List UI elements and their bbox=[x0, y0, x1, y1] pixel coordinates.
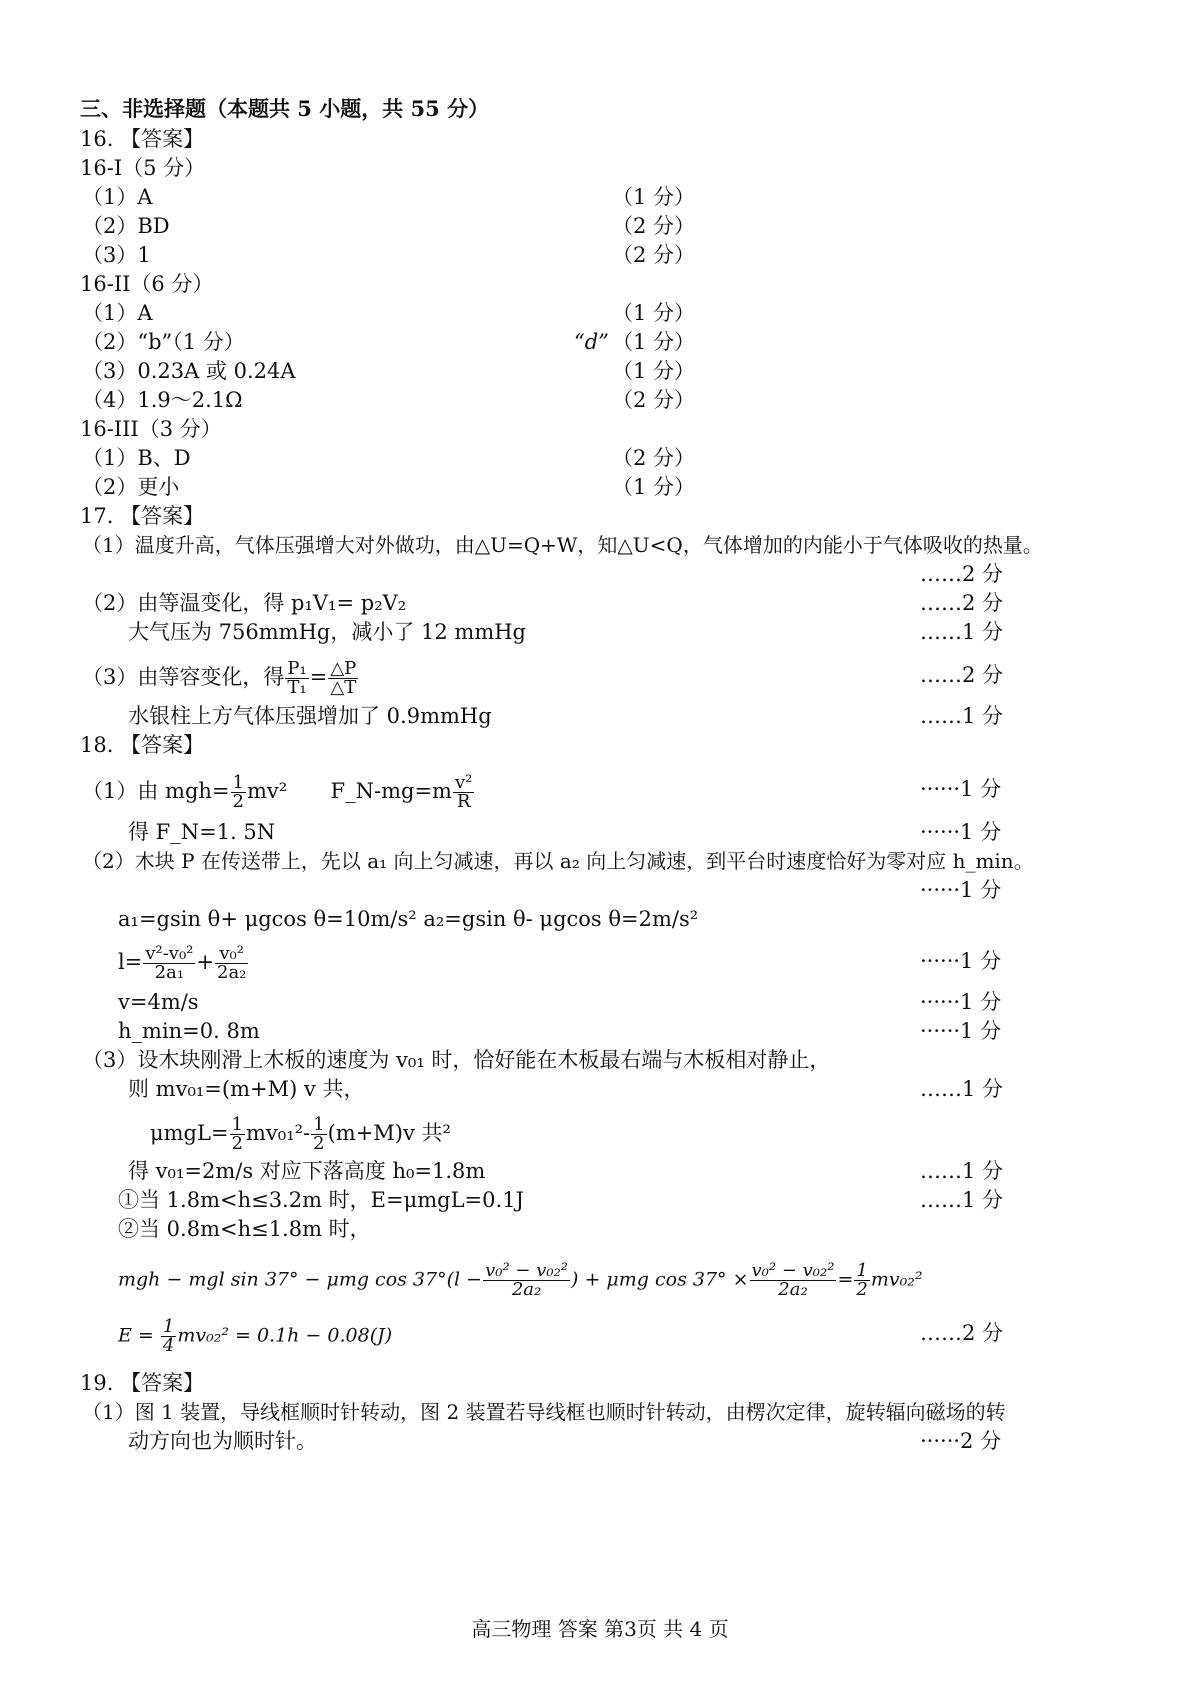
page-footer: 高三物理 答案 第3页 共 4 页 bbox=[471, 1617, 729, 1641]
q18-line-12: ①当 1.8m<h≤3.2m 时，E=μmgL=0.1J bbox=[118, 1188, 524, 1212]
q18-line-7: h_min=0. 8m bbox=[118, 1019, 260, 1043]
q16-part2-mid-answer: “d” bbox=[574, 330, 609, 354]
q18-line-4: a₁=gsin θ+ μgcos θ=10m/s² a₂=gsin θ- μgcos θ=2m/s² bbox=[118, 907, 699, 931]
q16-part1-answer-3: （3）1 bbox=[82, 243, 151, 267]
q19-score-2: ······2 分 bbox=[920, 1429, 1002, 1453]
q16-part2-score-2: （1 分） bbox=[612, 330, 696, 354]
q18-score-9: ……1 分 bbox=[920, 1077, 1004, 1101]
q16-part2-answer-1: （1）A bbox=[82, 301, 153, 325]
q18-score-7: ······1 分 bbox=[920, 1019, 1002, 1043]
q16-part3-score-2: （1 分） bbox=[612, 475, 696, 499]
q18-line-2: 得 F_N=1. 5N bbox=[128, 820, 276, 844]
q18-score-3: ······1 分 bbox=[920, 878, 1002, 902]
q17-score-5: ……1 分 bbox=[920, 704, 1004, 728]
q16-part2-answer-3: （3）0.23A 或 0.24A bbox=[82, 359, 296, 383]
q18-line-3: （2）木块 P 在传送带上，先以 a₁ 向上匀减速，再以 a₂ 向上匀减速，到平台时速度恰好为零对应 h_min。 bbox=[82, 849, 1034, 873]
q17-label: 17. 【答案】 bbox=[80, 504, 205, 528]
q16-part3-answer-2: （2）更小 bbox=[82, 475, 180, 499]
q17-line-1: （1）温度升高，气体压强增大对外做功，由△U=Q+W，知△U<Q，气体增加的内能小于气体吸收的热量。 bbox=[82, 533, 1043, 557]
q16-part2-answer-4: （4）1.9～2.1Ω bbox=[82, 388, 243, 412]
q18-line-5: l= $\frac{\text{v²-v₀²}}{\text{2a₁}}$ + $\frac{\text{v₀²}}{\text{2a₂}}$ bbox=[118, 943, 247, 983]
q17-score-3: ……1 分 bbox=[920, 620, 1004, 644]
q17-line-3: 大气压为 756mmHg，减小了 12 mmHg bbox=[128, 620, 526, 644]
q16-part1-score-2: （2 分） bbox=[612, 214, 696, 238]
q16-part1-score-1: （1 分） bbox=[612, 185, 696, 209]
q17-score-4: ……2 分 bbox=[920, 663, 1004, 687]
q16-part1-title: 16-I（5 分） bbox=[80, 156, 206, 180]
q17-line-4: （3）由等容变化，得 $\frac{\text{P₁}}{\text{T₁}}$ = $\frac{\triangle P}{\triangle T}$ bbox=[82, 658, 357, 698]
q16-part3-score-1: （2 分） bbox=[612, 446, 696, 470]
q16-part2-title: 16-II（6 分） bbox=[80, 272, 214, 296]
q18-line-6: v=4m/s bbox=[118, 990, 199, 1014]
q16-part2-score-3: （1 分） bbox=[612, 359, 696, 383]
q18-equation-14: mgh − mgl sin 37° − μmg cos 37°(l − $\frac{\text{v₀² − v₀₂²}}{\text{2a₂}}$ ) + μmg cos 37° × $\frac{\text{v₀² − v₀₂²}}{\text{2a₂}}$ = $\frac{1}{2}$ mv₀₂² bbox=[118, 1260, 923, 1300]
q19-line-1: （1）图 1 装置，导线框顺时针转动，图 2 装置若导线框也顺时针转动，由楞次定律，旋转辐向磁场的转 bbox=[82, 1400, 1006, 1424]
q16-part1-answer-2: （2）BD bbox=[82, 214, 170, 238]
q18-score-1: ······1 分 bbox=[920, 777, 1002, 801]
q16-part1-score-3: （2 分） bbox=[612, 243, 696, 267]
q18-label: 18. 【答案】 bbox=[80, 733, 205, 757]
q16-label: 16. 【答案】 bbox=[80, 127, 205, 151]
q18-line-8: （3）设木块刚滑上木板的速度为 v₀₁ 时，恰好能在木板最右端与木板相对静止， bbox=[82, 1048, 831, 1072]
q18-score-6: ······1 分 bbox=[920, 990, 1002, 1014]
q19-line-2: 动方向也为顺时针。 bbox=[128, 1429, 317, 1453]
q16-part2-score-1: （1 分） bbox=[612, 301, 696, 325]
q16-part3-title: 16-III（3 分） bbox=[80, 417, 222, 441]
q17-score-1: ……2 分 bbox=[920, 562, 1004, 586]
q16-part3-answer-1: （1）B、D bbox=[82, 446, 191, 470]
q17-line-5: 水银柱上方气体压强增加了 0.9mmHg bbox=[128, 704, 492, 728]
q16-part2-score-4: （2 分） bbox=[612, 388, 696, 412]
q18-score-2: ······1 分 bbox=[920, 820, 1002, 844]
q18-line-11: 得 v₀₁=2m/s 对应下落高度 h₀=1.8m bbox=[128, 1159, 486, 1183]
q18-score-12: ……1 分 bbox=[920, 1188, 1004, 1212]
q18-score-15: ……2 分 bbox=[920, 1321, 1004, 1345]
q18-score-5: ······1 分 bbox=[920, 949, 1002, 973]
q18-equation-15: E = $\frac{1}{4}$ mv₀₂² = 0.1h − 0.08(J) bbox=[118, 1316, 393, 1356]
q19-label: 19. 【答案】 bbox=[80, 1371, 205, 1395]
q16-part1-answer-1: （1）A bbox=[82, 185, 153, 209]
q16-part2-answer-2: （2）“b”（1 分） bbox=[82, 330, 245, 354]
q18-line-9: 则 mv₀₁=(m+M) v 共， bbox=[128, 1077, 365, 1101]
q18-score-11: ……1 分 bbox=[920, 1159, 1004, 1183]
q17-score-2: ……2 分 bbox=[920, 591, 1004, 615]
q18-line-1: （1）由 mgh= $\frac{1}{2}$ mv² F_N-mg=m $\frac{\text{v²}}{R}$ bbox=[82, 772, 473, 812]
section-heading: 三、非选择题（本题共 5 小题，共 55 分） bbox=[80, 96, 490, 121]
q18-line-10: μmgL= $\frac{1}{2}$ mv₀₁²- $\frac{1}{2}$ (m+M)v 共² bbox=[150, 1114, 451, 1154]
q17-line-2: （2）由等温变化，得 p₁V₁= p₂V₂ bbox=[82, 591, 407, 615]
q18-line-13: ②当 0.8m<h≤1.8m 时， bbox=[118, 1217, 371, 1241]
